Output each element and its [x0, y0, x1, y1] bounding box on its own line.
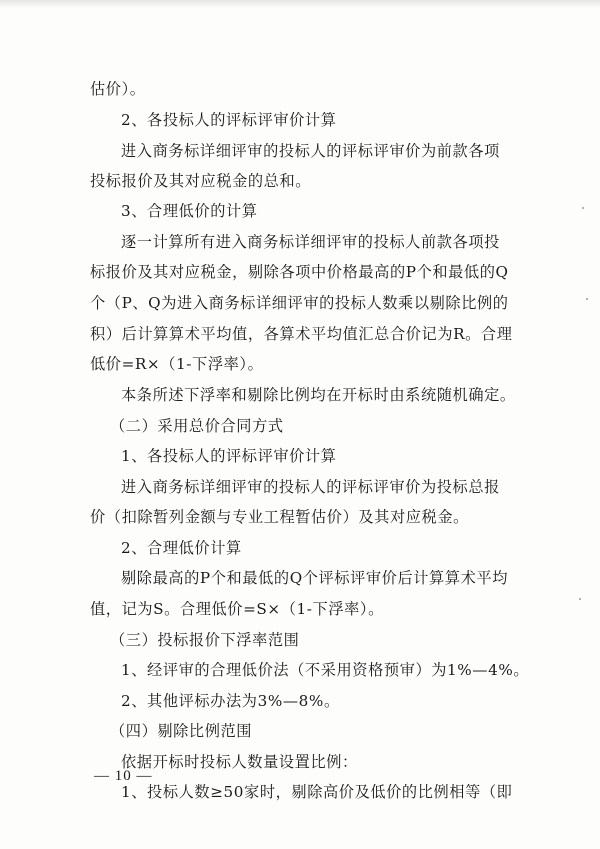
page-number: — 10 — [94, 768, 153, 784]
text-line: （四）剔除比例范围 [110, 722, 253, 740]
text-line: 积）后计算算术平均值，各算术平均值汇总合价记为R。合理 [90, 325, 513, 343]
scan-top-edge [0, 0, 600, 8]
text-line: 依据开标时投标人数量设置比例： [121, 753, 358, 771]
text-line: 剔除最高的P个和最低的Q个评标评审价后计算算术平均 [121, 569, 508, 587]
text-line: 进入商务标详细评审的投标人的评标评审价为前款各项 [121, 142, 500, 160]
text-line: 1、经评审的合理低价法（不采用资格预审）为1%—4%。 [121, 661, 530, 679]
text-line: 个（P、Q为进入商务标详细评审的投标人数乘以剔除比例的 [90, 294, 509, 312]
text-line: （二）采用总价合同方式 [110, 417, 284, 435]
scan-speck [586, 298, 588, 300]
text-line: 本条所述下浮率和剔除比例均在开标时由系统随机确定。 [121, 386, 516, 404]
text-line: 1、各投标人的评标评审价计算 [121, 447, 337, 465]
scan-speck [582, 207, 584, 209]
text-line: 2、其他评标办法为3%—8%。 [121, 692, 340, 710]
text-line: 估价）。 [90, 80, 146, 98]
text-line: 投标报价及其对应税金的总和。 [90, 172, 312, 190]
text-line: 1、投标人数≥50家时，剔除高价及低价的比例相等（即 [121, 783, 513, 801]
text-line: 2、各投标人的评标评审价计算 [121, 111, 337, 129]
text-line: 标报价及其对应税金，剔除各项中价格最高的P个和最低的Q [90, 263, 509, 281]
text-line: 2、合理低价计算 [121, 539, 242, 557]
text-line: 低价=R×（1-下浮率）。 [90, 355, 264, 373]
text-line: 值，记为S。合理低价=S×（1-下浮率）。 [90, 600, 384, 618]
scan-speck [579, 598, 581, 600]
text-line: （三）投标报价下浮率范围 [110, 631, 300, 649]
text-line: 逐一计算所有进入商务标详细评审的投标人前款各项投 [121, 233, 500, 251]
text-line: 进入商务标详细评审的投标人的评标评审价为投标总报 [121, 478, 500, 496]
text-line: 3、合理低价的计算 [121, 202, 258, 220]
text-line: 价（扣除暂列金额与专业工程暂估价）及其对应税金。 [90, 508, 469, 526]
